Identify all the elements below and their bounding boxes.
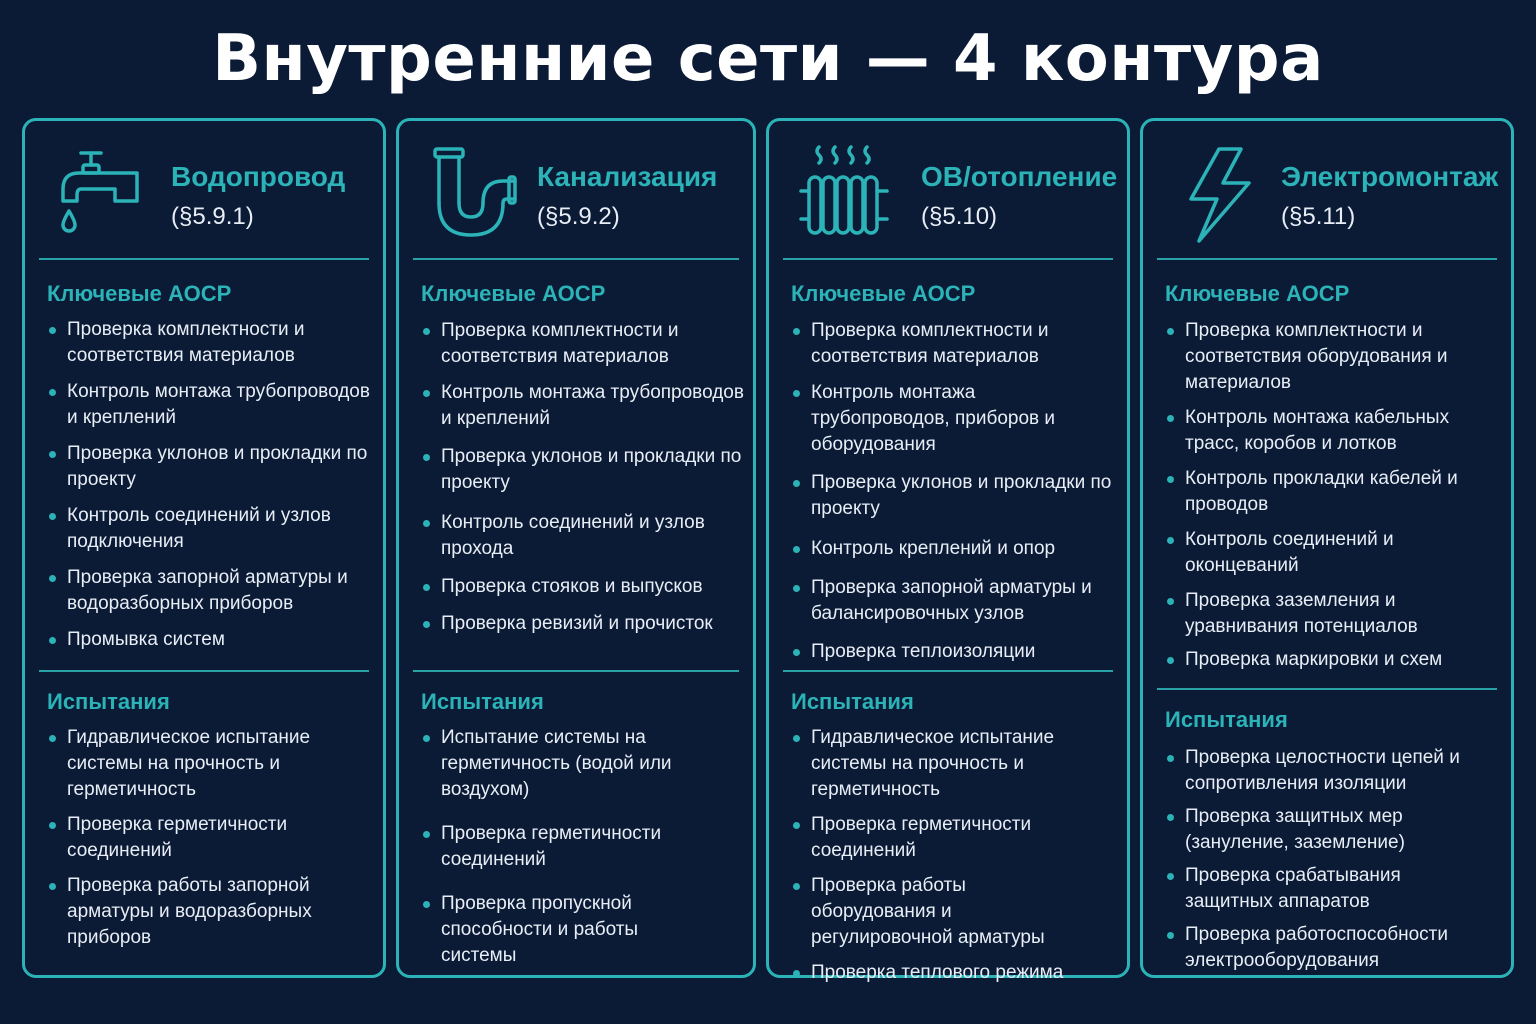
- list-item: Проверка уклонов и прокладки по проекту: [421, 444, 745, 496]
- card-code: (§5.9.2): [537, 203, 620, 230]
- lightning-bolt-icon: [1179, 143, 1269, 243]
- divider: [413, 258, 739, 260]
- section-title-tests: Испытания: [791, 689, 914, 714]
- list-item: Проверка заземления и уравнивания потенциалов: [1165, 588, 1471, 640]
- list-item: Контроль прокладки кабелей и проводов: [1165, 466, 1471, 518]
- aosr-list: [47, 317, 375, 653]
- list-item: Контроль монтажа трубопроводов, приборов и оборудования: [791, 380, 1119, 458]
- list-item: Проверка целостности цепей и сопротивления изоляции: [1165, 745, 1471, 797]
- list-item: Проверка работоспособности электрооборудования: [1165, 922, 1471, 974]
- section-title-tests: Испытания: [1165, 707, 1288, 732]
- card-water-supply: [22, 118, 386, 978]
- card-title: Водопровод: [171, 161, 346, 192]
- section-title-aosr: Ключевые АОСР: [421, 281, 606, 306]
- list-item: Проверка герметичности соединений: [791, 812, 1067, 864]
- drain-pipe-icon: [429, 143, 519, 243]
- card-header: [769, 121, 1127, 261]
- card-header: [1143, 121, 1511, 261]
- list-item: Проверка работы запорной арматуры и водоразборных приборов: [47, 873, 375, 951]
- page-title: Внутренние сети — 4 контура: [212, 22, 1324, 96]
- card-code: (§5.9.1): [171, 203, 254, 230]
- tests-list: [47, 725, 375, 951]
- section-title-aosr: Ключевые АОСР: [791, 281, 976, 306]
- divider: [1157, 688, 1497, 690]
- card-title: Канализация: [537, 161, 718, 192]
- list-item: Проверка пропускной способности и работы системы: [421, 891, 713, 969]
- divider: [783, 670, 1113, 672]
- list-item: Контроль монтажа трубопроводов и креплений: [421, 380, 745, 432]
- card-title: Электромонтаж: [1281, 161, 1499, 192]
- aosr-list: [791, 318, 1119, 665]
- tests-list: [1165, 745, 1471, 974]
- section-title-tests: Испытания: [421, 689, 544, 714]
- list-item: Проверка комплектности и соответствия оборудования и материалов: [1165, 318, 1471, 396]
- list-item: Проверка запорной арматуры и балансировочных узлов: [791, 575, 1119, 627]
- card-title: ОВ/отопление: [921, 161, 1118, 192]
- section-title-tests: Испытания: [47, 689, 170, 714]
- list-item: Проверка герметичности соединений: [421, 821, 713, 873]
- list-item: Проверка маркировки и схем: [1165, 647, 1471, 673]
- list-item: Проверка герметичности соединений: [47, 812, 375, 864]
- divider: [783, 258, 1113, 260]
- divider: [39, 670, 369, 672]
- list-item: Проверка уклонов и прокладки по проекту: [791, 470, 1119, 522]
- card-code: (§5.11): [1281, 203, 1356, 230]
- list-item: Проверка комплектности и соответствия материалов: [47, 317, 375, 369]
- list-item: Проверка уклонов и прокладки по проекту: [47, 441, 375, 493]
- list-item: Контроль монтажа трубопроводов и креплений: [47, 379, 375, 431]
- card-header: [25, 121, 383, 261]
- card-header: [399, 121, 753, 261]
- list-item: Проверка комплектности и соответствия материалов: [421, 318, 745, 370]
- card-code: (§5.10): [921, 203, 998, 230]
- list-item: Испытание системы на герметичность (водой или воздухом): [421, 725, 713, 803]
- list-item: Проверка комплектности и соответствия материалов: [791, 318, 1119, 370]
- list-item: Проверка ревизий и прочисток: [421, 611, 745, 637]
- list-item: Проверка стояков и выпусков: [421, 574, 745, 600]
- list-item: Промывка систем: [47, 627, 375, 653]
- list-item: Контроль соединений и узлов прохода: [421, 510, 745, 562]
- card-heating: [766, 118, 1130, 983]
- section-title-aosr: Ключевые АОСР: [47, 281, 232, 306]
- list-item: Контроль соединений и оконцеваний: [1165, 527, 1471, 579]
- divider: [413, 670, 739, 672]
- tests-list: [791, 725, 1067, 986]
- list-item: Проверка защитных мер (зануление, заземление): [1165, 804, 1471, 856]
- tests-list: [421, 725, 713, 969]
- divider: [39, 258, 369, 260]
- card-electrical: [1140, 118, 1514, 978]
- divider: [1157, 258, 1497, 260]
- aosr-list: [421, 318, 745, 637]
- aosr-list: [1165, 318, 1471, 673]
- list-item: Проверка теплового режима: [791, 960, 1067, 986]
- list-item: Гидравлическое испытание системы на прочность и герметичность: [47, 725, 375, 803]
- card-sewerage: [396, 118, 756, 978]
- list-item: Проверка работы оборудования и регулировочной арматуры: [791, 873, 1067, 951]
- list-item: Гидравлическое испытание системы на прочность и герметичность: [791, 725, 1067, 803]
- list-item: Проверка теплоизоляции: [791, 639, 1119, 665]
- section-title-aosr: Ключевые АОСР: [1165, 281, 1350, 306]
- list-item: Контроль креплений и опор: [791, 536, 1119, 562]
- list-item: Контроль монтажа кабельных трасс, коробов и лотков: [1165, 405, 1471, 457]
- list-item: Проверка срабатывания защитных аппаратов: [1165, 863, 1471, 915]
- list-item: Проверка запорной арматуры и водоразборных приборов: [47, 565, 375, 617]
- water-tap-icon: [55, 143, 145, 243]
- radiator-icon: [799, 143, 889, 243]
- list-item: Контроль соединений и узлов подключения: [47, 503, 375, 555]
